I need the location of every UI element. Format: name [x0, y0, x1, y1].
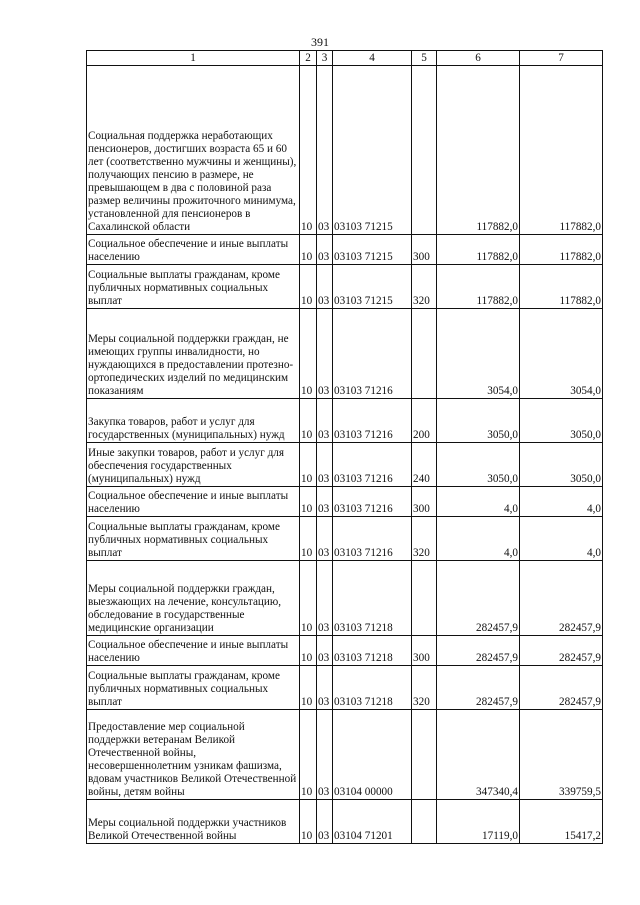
target-article-code: 03104 71201 [333, 800, 412, 844]
row-description: Социальные выплаты гражданам, кроме публичных нормативных социальных выплат [87, 666, 300, 710]
amount-col-6: 4,0 [437, 487, 520, 517]
amount-col-6: 117882,0 [437, 265, 520, 309]
subsection-code: 03 [317, 517, 333, 561]
budget-table [86, 50, 603, 844]
row-description: Социальное обеспечение и иные выплаты населению [87, 487, 300, 517]
table-row [87, 710, 603, 800]
table-row [87, 800, 603, 844]
header-row [87, 51, 603, 66]
target-article-code: 03103 71216 [333, 309, 412, 399]
amount-col-7: 3050,0 [520, 399, 603, 443]
amount-col-7: 282457,9 [520, 561, 603, 636]
table-row [87, 666, 603, 710]
amount-col-7: 117882,0 [520, 235, 603, 265]
subsection-code: 03 [317, 666, 333, 710]
table-row [87, 636, 603, 666]
subsection-code: 03 [317, 399, 333, 443]
amount-col-7: 4,0 [520, 517, 603, 561]
header-col-3: 3 [317, 51, 333, 66]
subsection-code: 03 [317, 309, 333, 399]
amount-col-6: 3054,0 [437, 309, 520, 399]
target-article-code: 03103 71216 [333, 517, 412, 561]
expense-type-code: 300 [412, 636, 437, 666]
expense-type-code: 240 [412, 443, 437, 487]
section-code: 10 [300, 399, 317, 443]
section-code: 10 [300, 517, 317, 561]
amount-col-6: 3050,0 [437, 399, 520, 443]
target-article-code: 03103 71215 [333, 265, 412, 309]
expense-type-code [412, 710, 437, 800]
amount-col-6: 3050,0 [437, 443, 520, 487]
row-description: Социальные выплаты гражданам, кроме публичных нормативных социальных выплат [87, 265, 300, 309]
target-article-code: 03103 71216 [333, 399, 412, 443]
page-number: 391 [311, 35, 329, 49]
target-article-code: 03103 71218 [333, 561, 412, 636]
row-description: Социальные выплаты гражданам, кроме публичных нормативных социальных выплат [87, 517, 300, 561]
table-row [87, 487, 603, 517]
amount-col-6: 282457,9 [437, 636, 520, 666]
table-row [87, 309, 603, 399]
amount-col-7: 282457,9 [520, 636, 603, 666]
expense-type-code [412, 561, 437, 636]
section-code: 10 [300, 66, 317, 235]
row-description: Предоставление мер социальной поддержки ветеранам Великой Отечественной войны, несовершеннолетним узникам фашизма, вдовам участников Великой Отечественной войны, детям войны [87, 710, 300, 800]
table-row [87, 561, 603, 636]
header-col-1: 1 [87, 51, 300, 66]
amount-col-7: 117882,0 [520, 265, 603, 309]
row-description: Социальное обеспечение и иные выплаты населению [87, 235, 300, 265]
section-code: 10 [300, 265, 317, 309]
row-description: Социальное обеспечение и иные выплаты населению [87, 636, 300, 666]
subsection-code: 03 [317, 800, 333, 844]
amount-col-7: 117882,0 [520, 66, 603, 235]
row-description: Меры социальной поддержки граждан, не имеющих группы инвалидности, но нуждающихся в предоставлении протезно-ортопедических изделий по медицинским показаниям [87, 309, 300, 399]
table-row [87, 235, 603, 265]
row-description: Меры социальной поддержки участников Великой Отечественной войны [87, 800, 300, 844]
amount-col-7: 3054,0 [520, 309, 603, 399]
target-article-code: 03103 71215 [333, 66, 412, 235]
expense-type-code: 200 [412, 399, 437, 443]
table-row [87, 399, 603, 443]
expense-type-code [412, 66, 437, 235]
subsection-code: 03 [317, 710, 333, 800]
section-code: 10 [300, 235, 317, 265]
subsection-code: 03 [317, 487, 333, 517]
section-code: 10 [300, 309, 317, 399]
subsection-code: 03 [317, 66, 333, 235]
section-code: 10 [300, 666, 317, 710]
amount-col-6: 282457,9 [437, 666, 520, 710]
row-description: Социальная поддержка неработающих пенсионеров, достигших возраста 65 и 60 лет (соответственно мужчины и женщины), получающих пенсию в размере, не превышающем в два с половиной раза размер величины прожиточного минимума, установленной для пенсионеров в Сахалинской области [87, 66, 300, 235]
target-article-code: 03104 00000 [333, 710, 412, 800]
amount-col-6: 17119,0 [437, 800, 520, 844]
amount-col-6: 282457,9 [437, 561, 520, 636]
header-col-6: 6 [437, 51, 520, 66]
section-code: 10 [300, 561, 317, 636]
amount-col-6: 117882,0 [437, 235, 520, 265]
subsection-code: 03 [317, 561, 333, 636]
target-article-code: 03103 71218 [333, 666, 412, 710]
row-description: Иные закупки товаров, работ и услуг для обеспечения государственных (муниципальных) нужд [87, 443, 300, 487]
amount-col-7: 3050,0 [520, 443, 603, 487]
expense-type-code [412, 800, 437, 844]
expense-type-code: 320 [412, 265, 437, 309]
expense-type-code: 300 [412, 235, 437, 265]
subsection-code: 03 [317, 235, 333, 265]
subsection-code: 03 [317, 636, 333, 666]
row-description: Закупка товаров, работ и услуг для государственных (муниципальных) нужд [87, 399, 300, 443]
section-code: 10 [300, 443, 317, 487]
amount-col-6: 347340,4 [437, 710, 520, 800]
section-code: 10 [300, 800, 317, 844]
target-article-code: 03103 71218 [333, 636, 412, 666]
table-row [87, 66, 603, 235]
amount-col-6: 4,0 [437, 517, 520, 561]
subsection-code: 03 [317, 265, 333, 309]
header-col-5: 5 [412, 51, 437, 66]
subsection-code: 03 [317, 443, 333, 487]
expense-type-code: 320 [412, 517, 437, 561]
amount-col-6: 117882,0 [437, 66, 520, 235]
row-description: Меры социальной поддержки граждан, выезжающих на лечение, консультацию, обследование в государственные медицинские организации [87, 561, 300, 636]
amount-col-7: 339759,5 [520, 710, 603, 800]
amount-col-7: 4,0 [520, 487, 603, 517]
expense-type-code [412, 309, 437, 399]
header-col-7: 7 [520, 51, 603, 66]
target-article-code: 03103 71216 [333, 443, 412, 487]
amount-col-7: 15417,2 [520, 800, 603, 844]
header-col-2: 2 [300, 51, 317, 66]
expense-type-code: 320 [412, 666, 437, 710]
table-row [87, 517, 603, 561]
section-code: 10 [300, 487, 317, 517]
target-article-code: 03103 71216 [333, 487, 412, 517]
table-row [87, 443, 603, 487]
target-article-code: 03103 71215 [333, 235, 412, 265]
amount-col-7: 282457,9 [520, 666, 603, 710]
table-row [87, 265, 603, 309]
header-col-4: 4 [333, 51, 412, 66]
section-code: 10 [300, 636, 317, 666]
section-code: 10 [300, 710, 317, 800]
expense-type-code: 300 [412, 487, 437, 517]
